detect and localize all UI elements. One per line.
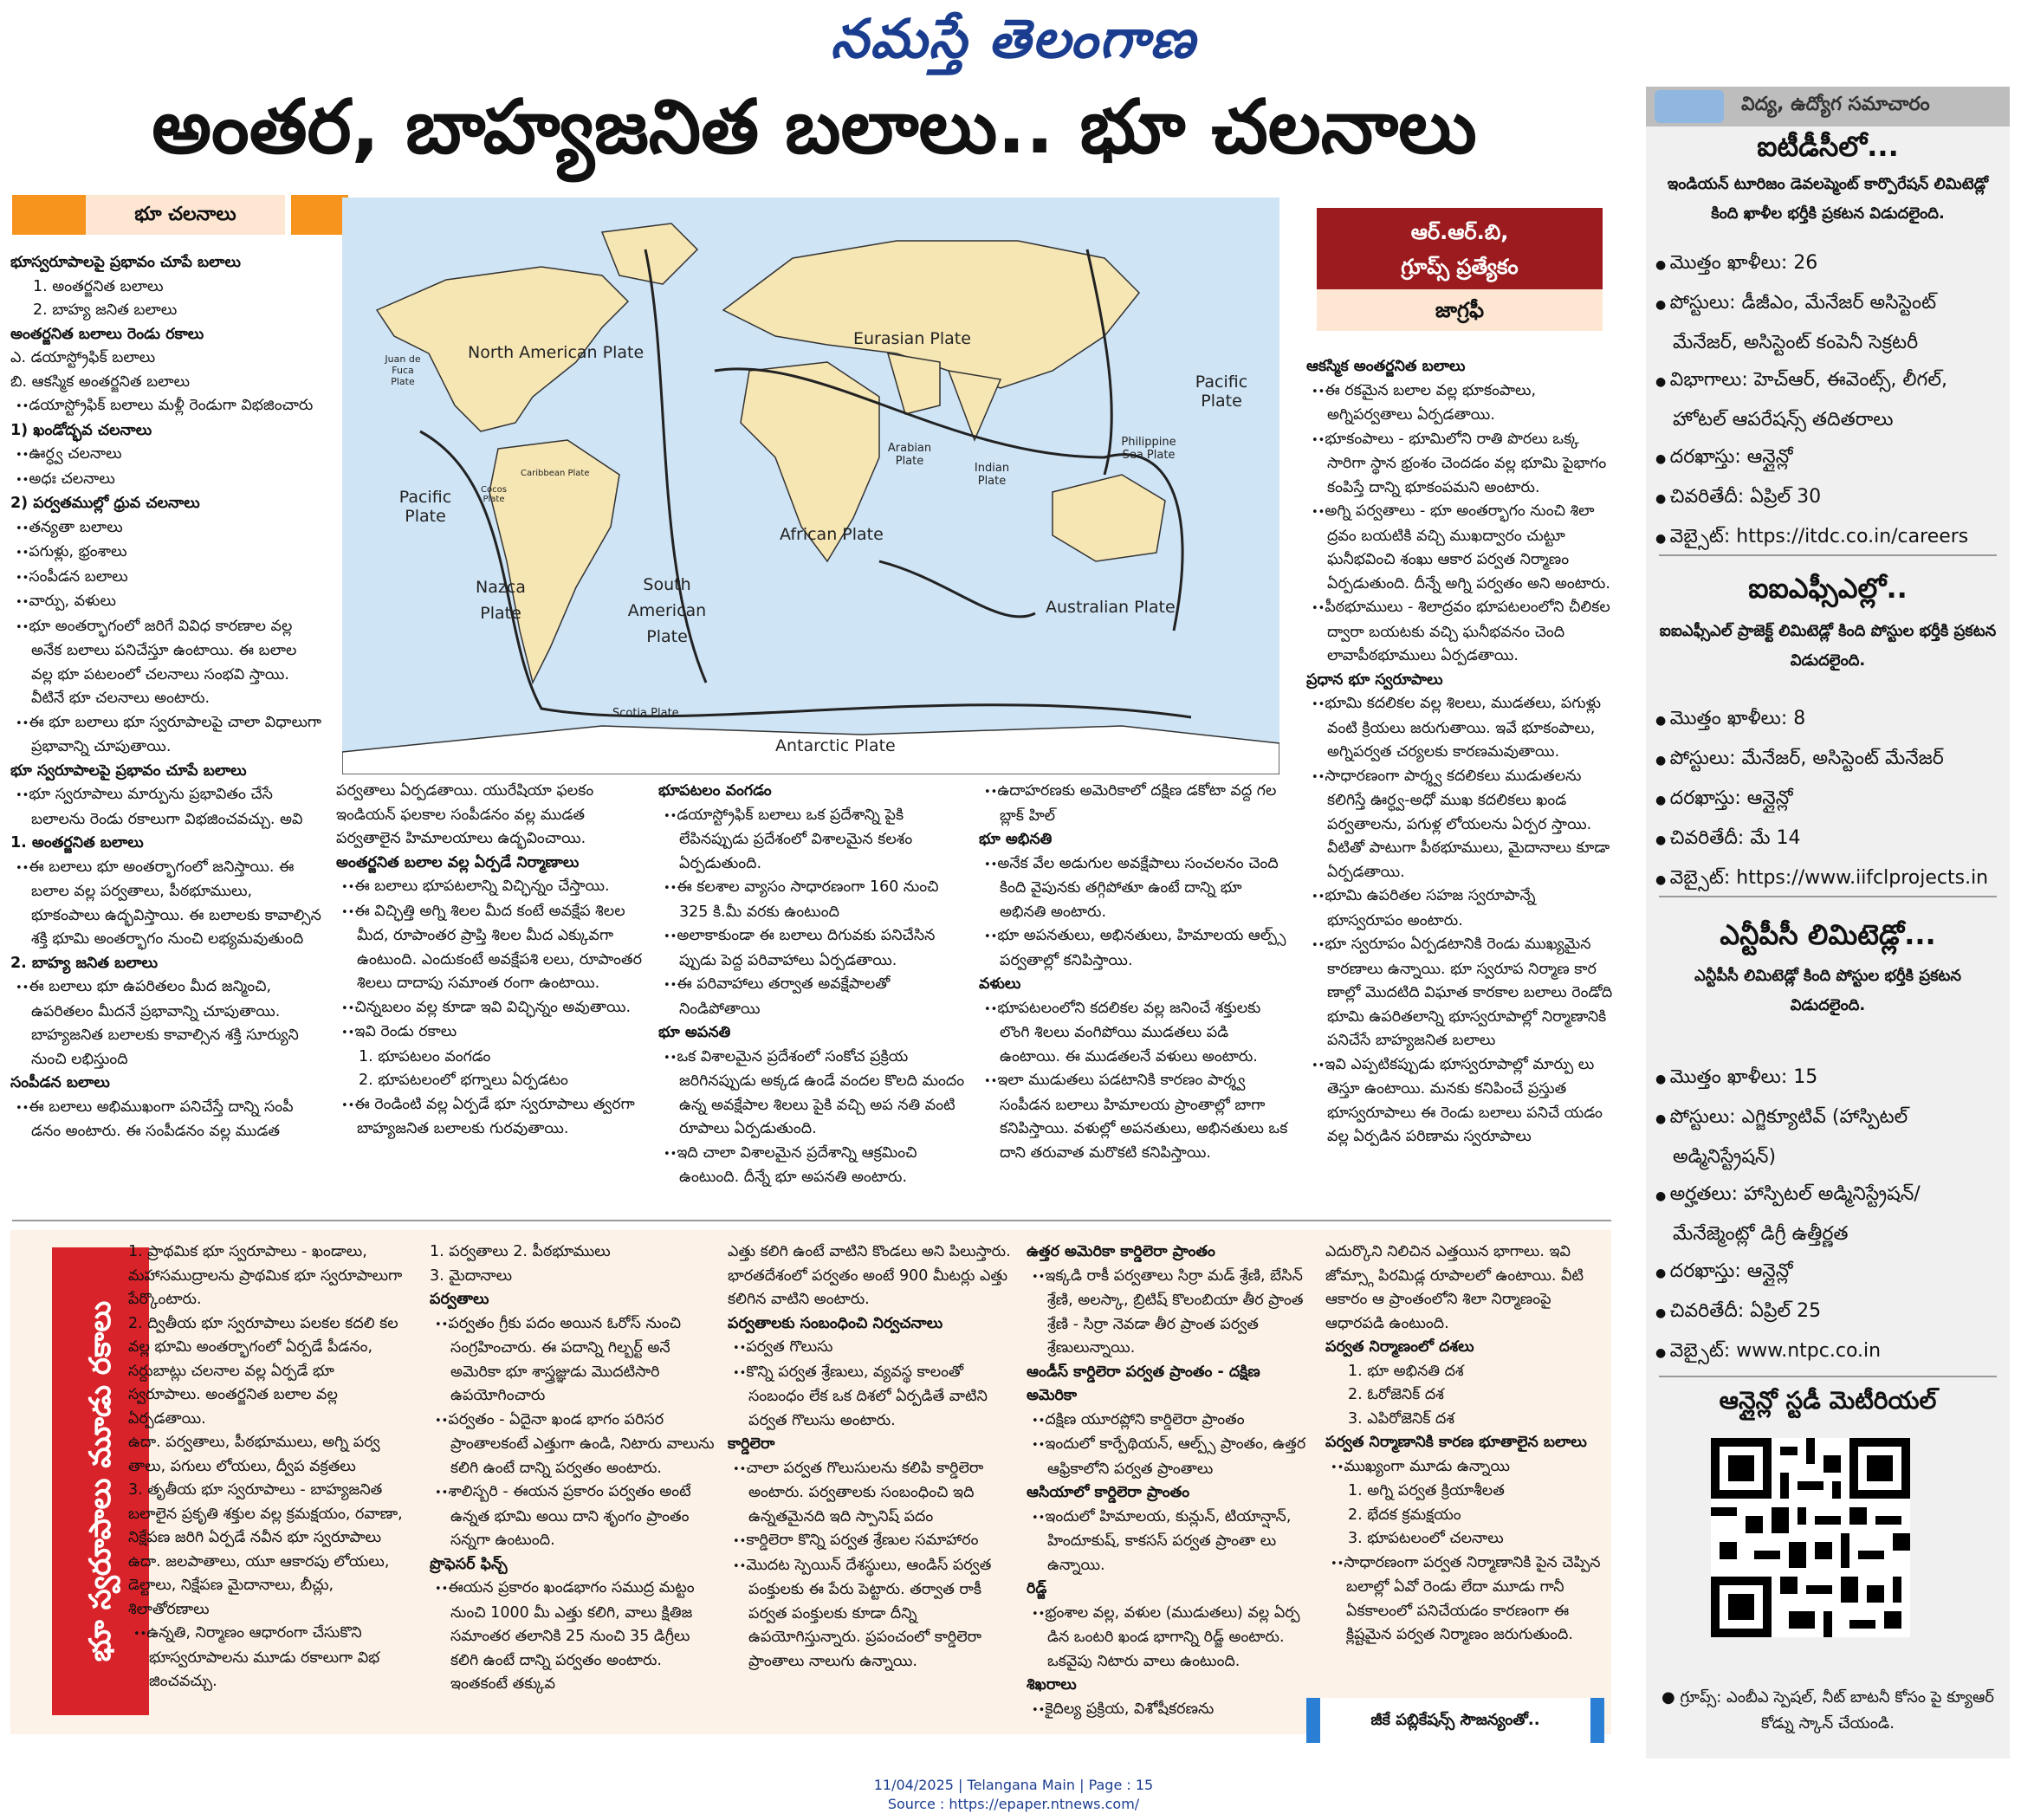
paragraph: 1. అగ్ని పర్వత క్రియాశీలత (1348, 1482, 1505, 1499)
paragraph: •• భూపటలంలోని కదలికల వల్ల జనించే శక్తులకు లొంగి శిలలు వంగిపోయి ముడతలు పడి ఉంటాయి. ఈ ముడతలనే వళులు అంటారు. (979, 997, 1291, 1070)
subheading: పర్వతాలకు సంబంధించి నిర్వచనాలు (728, 1314, 943, 1332)
rrb-title (1317, 208, 1603, 289)
job-details-ntpc (1650, 1059, 2005, 1372)
paragraph: •• ఇవి ఎప్పటికప్పుడు భూస్వరూపాల్లో మార్పు లు తెస్తూ ఉంటాయి. మనకు కనిపించే ప్రస్తుత భూస్వరూపాలు ఈ రెండు బలాలు పనిచే యడం వల్ల ఏర్పడిన పరిణామ స్వరూపాలు (1306, 1053, 1614, 1150)
job-detail-item: ● పోస్టులు: డీజీఎం, మేనేజర్ అసిస్టెంట్ మేనేజర్, అసిస్టెంట్ కంపెనీ సెక్రటరీ (1650, 284, 2005, 361)
paragraph: •• ఈ విచ్ఛిత్తి అగ్ని శిలల మీద కంటే అవక్షేప శిలల మీద, రూపాంతర ప్రాప్తి శిలల మీద ఎక్కువగా ఉంటుంది. ఎందుకంటే అవక్షేపశి లలు, రూపాంతర శిలలు దాదాపు సమాంత రంగా ఉంటాయి. (336, 900, 644, 996)
bottom-column-3 (728, 1240, 1014, 1726)
paragraph: ఉదా. జలపాతాలు, యూ ఆకారపు లోయలు, డెల్టాలు, నిక్షేపణ మైదానాలు, బీచ్లు, శిలాతోరణాలు (128, 1552, 390, 1618)
paragraph: •• భూమి కదలికల వల్ల శిలలు, ముడతలు, పగుళ్లు వంటి క్రియలు జరుగుతాయి. ఇవే భూకంపాలు, అగ్నిపర్వత చర్యలకు కారణమవుతాయి. (1306, 692, 1614, 765)
qr-code[interactable] (1711, 1438, 1910, 1637)
paragraph: ఎ. డయాస్ట్రోఫిక్ బలాలు (10, 349, 156, 366)
sidebar-header-label: విద్య, ఉద్యోగ సమాచారం (1741, 94, 1930, 115)
paragraph: •• ఈ భూ బలాలు భూ స్వరూపాలపై చాలా విధాలుగా ప్రభావాన్ని చూపుతాయి. (10, 711, 322, 760)
paragraph: ఉదా. పర్వతాలు, పీఠభూములు, అగ్ని పర్వ తాలు, పగులు లోయలు, ద్వీప వక్రతలు (128, 1434, 380, 1475)
paragraph: బి. ఆకస్మిక అంతర్జనిత బలాలు (10, 372, 191, 391)
section-divider (12, 1220, 1611, 1221)
job-detail-item: ● దరఖాస్తు: ఆన్లైన్లో (1650, 1253, 2005, 1292)
subheading: 1) ఖండోద్భవ చలనాలు (10, 421, 152, 439)
rrb-subject: జాగ్రఫీ (1317, 289, 1603, 331)
bottom-column-4 (1027, 1240, 1312, 1726)
paragraph: •• సాధారణంగా పార్శ్వ కదలికలు ముడుతలను కలిగిస్తే ఊర్ధ్వ-అధో ముఖ కదలికలు ఖండ పర్వతాలను, పగుళ్ల లోయలను ఏర్పర స్తాయి. వీటితో పాటుగా పీఠభూములు, మైదానాలు కూడా ఏర్పడతాయి. (1306, 765, 1614, 885)
paragraph: •• ఈ బలాలు భూ ఉపరితలం మీద జన్మించి, ఉపరితలం మీదనే ప్రభావాన్ని చూపుతాయి. బాహ్యజనిత బలాలకు కావాల్సిన శక్తి సూర్యుని నుంచి లభిస్తుంది (10, 975, 322, 1072)
section-tag (12, 195, 348, 235)
plate-label-arabian: Arabian Plate (887, 442, 932, 468)
plate-label-scotia: Scotia Plate (612, 707, 679, 720)
page-headline: అంతర, బాహ్యజనిత బలాలు.. భూ చలనాలు (152, 84, 1477, 171)
qr-code-graphic (1711, 1438, 1910, 1637)
article-column-3 (658, 780, 966, 1195)
job-title-iifcl: ఐఐఎఫ్సీఎల్లో.. (1748, 572, 1908, 605)
subheading: అంతర్జనిత బలాల వల్ల ఏర్పడే నిర్మాణాలు (336, 853, 580, 871)
sidebar-header (1646, 87, 2010, 126)
subheading: ప్రధాన భూ స్వరూపాలు (1306, 670, 1443, 689)
paragraph: •• అలాకాకుండా ఈ బలాలు దిగువకు పనిచేసిన ప్పుడు పెద్ద పరివాహాలు ఏర్పడతాయి. (658, 924, 966, 973)
job-detail-item: ● మొత్తం ఖాళీలు: 26 (1650, 244, 2005, 284)
bottom-column-2 (430, 1240, 716, 1726)
plate-label-african: African Plate (780, 525, 884, 544)
paragraph: •• డయాస్ట్రోఫిక్ బలాలు మళ్లీ రెండుగా విభజించారు (10, 394, 322, 419)
plate-label-south-american: South American Plate (627, 575, 707, 646)
subheading: భూ స్వరూపాలపై ప్రభావం చూపే బలాలు (10, 761, 247, 780)
paragraph: •• భ్రంశాల వల్ల, వళుల (ముడుతలు) వల్ల ఏర్ప డిన ఒంటరి ఖండ భాగాన్ని రిడ్జ్ అంటారు. ఒకవైపు నిటారు వాలు ఉంటుంది. (1027, 1602, 1312, 1674)
paragraph: 2. ఓరోజెనిక్ దశ (1348, 1386, 1444, 1403)
paragraph: •• భూమి ఉపరితల సహజ స్వరూపాన్నే భూస్వరూపం అంటారు. (1306, 884, 1614, 933)
paragraph: •• భూ అపనతులు, అభినతులు, హిమాలయ ఆల్ప్స్ పర్వతాల్లో కనిపిస్తాయి. (979, 924, 1291, 973)
tag-accent-right (291, 195, 348, 235)
article-column-2 (336, 780, 644, 1195)
paragraph: 1. పర్వతాలు 2. పీఠభూములు (430, 1243, 611, 1260)
paragraph: 1. అంతర్జనిత బలాలు (33, 277, 164, 295)
section-tag-label: భూ చలనాలు (86, 195, 285, 235)
paragraph: 3. ఎపిరోజెనిక్ దశ (1348, 1409, 1454, 1428)
paragraph: •• శాలిస్బరి - ఈయన ప్రకారం పర్వతం అంటే ఉన్నత భూమి అయి దాని శృంగం ప్రాంతం సన్నగా ఉంటుంది. (430, 1480, 716, 1553)
paragraph: •• అనేక వేల అడుగుల అవక్షేపాలు సంచలనం చెంది కింది వైపునకు తగ్గిపోతూ ఉంటే దాన్ని భూ అభినతి అంటారు. (979, 852, 1291, 925)
plate-label-north-american: North American Plate (468, 343, 645, 362)
plate-label-pacific-east: Pacific Plate (1195, 372, 1248, 411)
subheading: అంతర్జనిత బలాలు రెండు రకాలు (10, 325, 204, 343)
sidebar-divider-2 (1659, 896, 1997, 897)
paragraph: •• భూకంపాలు - భూమిలోని రాతి పొరలు ఒక్క సారిగా స్థాన భ్రంశం చెందడం వల్ల భూమి పైభాగం కంపిస్తే దాన్ని భూకంపమని అంటారు. (1306, 428, 1614, 501)
rrb-groups-banner (1317, 208, 1603, 331)
paragraph: •• పగుళ్లు, భ్రంశాలు (10, 541, 322, 566)
paragraph: •• ఊర్ధ్వ చలనాలు (10, 443, 322, 468)
paragraph: •• ఉదాహరణకు అమెరికాలో దక్షిణ డకోటా వద్ద గల బ్లాక్ హిల్ (979, 780, 1291, 828)
paragraph: •• అధః చలనాలు (10, 468, 322, 493)
paragraph: •• కార్డిలెరా కొన్ని పర్వత శ్రేణుల సమాహారం (728, 1529, 1014, 1554)
job-title-itdc: ఐటీడీసీలో... (1757, 130, 1899, 163)
plate-label-indian: Indian Plate (974, 462, 1010, 488)
paragraph: •• ఇందులో కార్పేథియన్, ఆల్ప్స్ ప్రాంతం, ఉత్తర ఆఫ్రికాలోని పర్వత ప్రాంతాలు (1027, 1433, 1312, 1481)
paragraph: •• ఇది చాలా విశాలమైన ప్రదేశాన్ని ఆక్రమించి ఉంటుంది. దీన్నే భూ అపనతి అంటారు. (658, 1142, 966, 1190)
subheading: శిఖరాలు (1027, 1676, 1077, 1694)
publisher-credit: జీకే పబ్లికేషన్స్ సౌజన్యంతో.. (1306, 1698, 1604, 1743)
subheading: ప్రొఫెసర్ ఫిన్చ్ (430, 1555, 508, 1573)
paragraph: •• భూ స్వరూపం ఏర్పడటానికి రెండు ముఖ్యమైన కారణాలు ఉన్నాయి. భూ స్వరూప నిర్మాణ కార ణాల్లో మొదటిది విఘాత కారకాల బలాలు రెండోది భూమి ఉపరితలాన్ని భూస్వరూపాల్లో నిర్మాణానికి పనిచేసే బాహ్యజనిత బలాలు (1306, 933, 1614, 1053)
job-detail-item: ● పోస్టులు: మేనేజర్, అసిస్టెంట్ మేనేజర్ (1650, 740, 2005, 780)
rrb-title-line2: గ్రూప్స్ ప్రత్యేకం (1401, 255, 1519, 279)
job-title-ntpc: ఎన్టీపీసీ లిమిటెడ్లో... (1720, 918, 1936, 951)
paragraph: •• మొదట స్పెయిన్ దేశస్థులు, ఆండిస్ పర్వత పంక్తులకు ఈ పేరు పెట్టారు. తర్వాత రాకీ పర్వత పంక్తులకు కూడా దీన్ని ఉపయోగిస్తున్నారు. ప్రపంచంలో కార్డిలెరా ప్రాంతాలు నాలుగు ఉన్నాయి. (728, 1554, 1014, 1674)
paragraph: •• పీఠభూములు - శిలాద్రవం భూపటలంలోని చీలికల ద్వారా బయటకు వచ్చి ఘనీభవనం చెంది లావాపీఠభూములు ఏర్పడతాయి. (1306, 596, 1614, 669)
masthead-logo: నమస్తే తెలంగాణ (830, 7, 1197, 70)
job-detail-item: ● పోస్టులు: ఎగ్జిక్యూటివ్ (హాస్పిటల్ అడ్మినిస్ట్రేషన్) (1650, 1098, 2005, 1176)
paragraph: 3. భూపటలంలో చలనాలు (1348, 1530, 1504, 1547)
subheading: వళులు (979, 975, 1021, 993)
subheading: పర్వతాలు (430, 1291, 489, 1308)
job-detail-item: ● దరఖాస్తు: ఆన్లైన్లో (1650, 780, 2005, 819)
article-column-5 (1306, 355, 1614, 1200)
tectonic-plates-map (342, 198, 1279, 774)
job-intro-ntpc: ఎన్టీపీసీ లిమిటెడ్లో కింది పోస్టుల భర్తీకి ప్రకటన విడుదలైంది. (1694, 967, 1962, 1014)
subheading: ఆండీస్ కార్డిలెరా పర్వత ప్రాంతం - దక్షిణ అమెరికా (1027, 1363, 1260, 1404)
paragraph: 2. ద్వితీయ భూ స్వరూపాలు పలకల కదలి కల వల్ల భూమి అంతర్భాగంలో ఏర్పడే పీడనం, సర్దుబాట్లు చలనాల వల్ల ఏర్పడే భూ స్వరూపాలు. అంతర్జనిత బలాల వల్ల ఏర్పడతాయి. (128, 1314, 398, 1428)
subheading: భూ అపనతి (658, 1024, 731, 1041)
subheading: ఉత్తర అమెరికా కార్డిలెరా ప్రాంతం (1027, 1243, 1215, 1260)
footer-dateline: 11/04/2025 | Telangana Main | Page : 15 (873, 1777, 1154, 1793)
page-footer (780, 1776, 1247, 1814)
plate-label-antarctic: Antarctic Plate (775, 736, 896, 755)
job-detail-item[interactable]: ● వెబ్సైట్: www.ntpc.co.in (1650, 1332, 2005, 1372)
subheading: 2. బాహ్య జనిత బలాలు (10, 954, 159, 972)
paragraph: •• ఈయన ప్రకారం ఖండభాగం సముద్ర మట్టం నుంచి 1000 మీ ఎత్తు కలిగి, వాలు క్షితిజ సమాంతర తలానికి 25 నుంచి 35 డిగ్రీలు కలిగి ఉంటే దాన్ని పర్వతం అంటారు. ఇంతకంటే తక్కువ (430, 1577, 716, 1697)
job-detail-item: ● విభాగాలు: హెచ్ఆర్, ఈవెంట్స్, లీగల్, హోటల్ ఆపరేషన్స్ తదితరాలు (1650, 361, 2005, 438)
tag-accent-left (12, 195, 86, 235)
paragraph: •• చిన్నబలం వల్ల కూడా ఇవి విచ్ఛిన్నం అవుతాయి. (336, 996, 644, 1021)
paragraph: •• ముఖ్యంగా మూడు ఉన్నాయి (1325, 1455, 1611, 1480)
paragraph: •• కైదిల్య ప్రక్రియ, విశోషీకరణను (1027, 1698, 1312, 1723)
subheading: భూస్వరూపాలపై ప్రభావం చూపే బలాలు (10, 254, 241, 271)
paragraph: •• ఉన్నతి, నిర్మాణం ఆధారంగా చేసుకొని భూస్వరూపాలను మూడు రకాలుగా విభ జించవచ్చు. (128, 1622, 410, 1694)
paragraph: •• ఇలా ముడుతలు పడటానికి కారణం పార్శ్వ సంపీడన బలాలు హిమాలయ ప్రాంతాల్లో బాగా కనిపిస్తాయి. వళుల్లో అపనతులు, అభినతులు ఒక దాని తరువాత మరొకటి కనిపిస్తాయి. (979, 1069, 1291, 1165)
paragraph: •• పర్వత గొలుసు (728, 1336, 1014, 1361)
bottom-column-1 (128, 1240, 410, 1726)
paragraph: •• ఈ పరివాహాలు తర్వాత అవక్షేపాలతో నిండిపోతాయి (658, 973, 966, 1021)
paragraph: •• చాలా పర్వత గొలుసులను కలిపి కార్డిలెరా అంటారు. పర్వతాలకు సంబంధించి ఇది ఉన్నతమైనది ఇది స్పానిష్ పదం (728, 1457, 1014, 1530)
subheading: కార్డిలెరా (728, 1435, 775, 1453)
paragraph: •• పర్వతం గ్రీకు పదం అయిన ఓరోస్ నుంచి సంగ్రహించారు. ఈ పదాన్ని గిల్బర్ట్ అనే అమెరికా భూ శాస్త్రజ్ఞుడు మొదటిసారి ఉపయోగించారు (430, 1312, 716, 1409)
paragraph: •• సంపీడన బలాలు (10, 566, 322, 591)
paragraph: పర్వతాలు ఏర్పడతాయి. యురేషియా ఫలకం ఇండియన్ ఫలకాల సంపీడనం వల్ల ముడత పర్వతాలైన హిమాలయాలు ఉద్భవించాయి. (336, 782, 594, 847)
bottom-column-5 (1325, 1240, 1611, 1691)
plate-label-philippine: Philippine Sea Plate (1121, 436, 1176, 462)
paragraph: ఎత్తు కలిగి ఉంటే వాటిని కొండలు అని పిలుస్తారు. భారతదేశంలో పర్వతం అంటే 900 మీటర్లు ఎత్తు కలిగిన వాటిని అంటారు. (728, 1243, 1011, 1308)
job-details-iifcl (1650, 700, 2005, 899)
paragraph: •• భూ అంతర్భాగంలో జరిగే వివిధ కారణాల వల్ల అనేక బలాలు పనిచేస్తూ ఉంటాయి. ఈ బలాల వల్ల భూ పటలంలో చలనాలు సంభవి స్తాయి. వీటినే భూ చలనాలు అంటారు. (10, 615, 322, 711)
subheading: 1. అంతర్జనిత బలాలు (10, 834, 144, 852)
vertical-title: భూ స్వరూపాలు మూడు రకాలు (83, 1300, 118, 1662)
sidebar-divider-3 (1659, 1376, 1997, 1377)
plate-label-eurasian: Eurasian Plate (853, 329, 971, 348)
subheading: రిడ్జ్ (1027, 1580, 1047, 1597)
article-column-4 (979, 780, 1291, 1195)
job-detail-item: ● చివరితేదీ: ఏప్రిల్ 30 (1650, 478, 2005, 518)
rrb-title-line1: ఆర్.ఆర్.బి, (1410, 220, 1509, 244)
paragraph: •• ఈ బలాలు అభిముఖంగా పనిచేస్తే దాన్ని సంపీ డనం అంటారు. ఈ సంపీడనం వల్ల ముడత (10, 1096, 322, 1144)
subheading: పర్వత నిర్మాణానికి కారణ భూతాలైన బలాలు (1325, 1434, 1587, 1451)
plate-label-australian: Australian Plate (1046, 598, 1176, 617)
paragraph: 2. బాహ్య జనిత బలాలు (33, 301, 178, 319)
paragraph: ఎదుర్కొని నిలిచిన ఎత్తయిన భాగాలు. ఇవి జోమ్స్గా పిరమిడ్ల రూపాలలో ఉంటాయి. వీటి ఆకారం ఆ ప్రాంతంలోని శిలా నిర్మాణంపై ఆధారపడి ఉంటుంది. (1325, 1243, 1584, 1332)
paragraph: •• ఈ బలాలు భూ అంతర్భాగంలో జనిస్తాయి. ఈ బలాల వల్ల పర్వతాలు, పీఠభూములు, భూకంపాలు ఉద్భవిస్తాయి. ఈ బలాలకు కావాల్సిన శక్తి భూమి అంతర్భాగం నుంచి లభ్యమవుతుంది (10, 856, 322, 952)
paragraph: 1. భూపటలం వంగడం (359, 1047, 491, 1065)
paragraph: •• ఇవి రెండు రకాలు (336, 1020, 644, 1046)
subheading: ఆసియాలో కార్డిలెరా ప్రాంతం (1027, 1484, 1190, 1501)
job-detail-item: ● అర్హతలు: హాస్పిటల్ అడ్మినిస్ట్రేషన్/ మేనేజ్మెంట్లో డిగ్రీ ఉత్తీర్ణత (1650, 1176, 2005, 1253)
subheading: 2) పర్వతముల్లో ధ్రువ చలనాలు (10, 495, 200, 512)
job-detail-item: ● చివరితేదీ: ఏప్రిల్ 25 (1650, 1292, 2005, 1332)
job-detail-item[interactable]: ● వెబ్సైట్: https://www.iifclprojects.in (1650, 859, 2005, 899)
paragraph: 2. భేదక క్రమక్షయం (1348, 1506, 1461, 1524)
plate-label-cocos: Cocos Plate (481, 485, 507, 504)
paragraph: •• వార్పు, వళులు (10, 590, 322, 615)
job-details-itdc (1650, 244, 2005, 558)
subheading: ఆకస్మిక అంతర్జనిత బలాలు (1306, 358, 1466, 375)
qr-note: ● గ్రూప్స్: ఎంబీఎ స్పెషల్, నీట్ బాటనీ కోసం పై క్యూఆర్ కోడ్ను స్కాన్ చేయండి. (1661, 1688, 1994, 1733)
job-detail-item: ● దరఖాస్తు: ఆన్లైన్లో (1650, 438, 2005, 478)
plate-label-juan-de-fuca: Juan de Fuca Plate (385, 353, 421, 387)
paragraph: 2. భూపటలంలో భగ్నాలు ఏర్పడటం (359, 1072, 568, 1089)
plate-label-nazca: Nazca Plate (476, 578, 526, 623)
paragraph: 1. భూ అభినతి దశ (1348, 1362, 1464, 1380)
plate-label-pacific-west: Pacific Plate (398, 488, 452, 526)
paragraph: •• అగ్ని పర్వతాలు - భూ అంతర్భాగం నుంచి శిలా ద్రవం బయటికి వచ్చి ముఖద్వారం చుట్టూ ఘనీభవించి శంఖు ఆకార పర్వత నిర్మాణం ఏర్పడుతుంది. దీన్నే అగ్ని పర్వతం అని అంటారు. (1306, 500, 1614, 596)
paragraph: •• ఇక్కడి రాకీ పర్వతాలు సిర్రా మడ్ శ్రేణి, బేసిన్ శ్రేణి, అలస్కా, బ్రిటిష్ కొలంబియా తీర ప్రాంత శ్రేణి - సిర్రా నెవడా తీర ప్రాంత పర్వత శ్రేణులున్నాయి. (1027, 1265, 1312, 1361)
footer-source: Source : https://epaper.ntnews.com/ (887, 1796, 1140, 1812)
paragraph: •• ఇందులో హిమాలయ, కున్లున్, టియాన్షాన్, హిందూకుష్, కాకసస్ పర్వత ప్రాంతా లు ఉన్నాయి. (1027, 1506, 1312, 1578)
job-intro-itdc: ఇండియన్ టూరిజం డెవలప్మెంట్ కార్పొరేషన్ లిమిటెడ్లో కింది ఖాళీల భర్తీకి ప్రకటన విడుదలైంది. (1667, 175, 1989, 223)
paragraph: 3. మైదానాలు (430, 1266, 513, 1285)
subheading: పర్వత నిర్మాణంలో దశలు (1325, 1338, 1474, 1356)
job-intro-iifcl: ఐఐఎఫ్సీఎల్ ప్రాజెక్ట్ లిమిటెడ్లో కింది పోస్టుల భర్తీకి ప్రకటన విడుదలైంది. (1659, 622, 1997, 670)
job-detail-item: ● మొత్తం ఖాళీలు: 8 (1650, 700, 2005, 740)
subheading: భూపటలం వంగడం (658, 782, 772, 800)
job-detail-item: ● చివరితేదీ: మే 14 (1650, 819, 2005, 859)
article-column-1 (10, 251, 322, 1213)
plate-label-caribbean: Caribbean Plate (521, 469, 590, 478)
paragraph: •• సాధారణంగా పర్వత నిర్మాణానికి పైన చెప్పిన బలాల్లో ఏవో రెండు లేదా మూడు గానీ ఏకకాలంలో పనిచేయడం కారణంగా ఈ క్లిష్టమైన పర్వత నిర్మాణం జరుగుతుంది. (1325, 1551, 1611, 1648)
sidebar-logo-icon (1655, 90, 1724, 123)
paragraph: •• ఈ రెండింటి వల్ల ఏర్పడే భూ స్వరూపాలు త్వరగా బాహ్యజనిత బలాలకు గురవుతాయి. (336, 1093, 644, 1142)
paragraph: 1. ప్రాథమిక భూ స్వరూపాలు - ఖండాలు, మహాసముద్రాలను ప్రాథమిక భూ స్వరూపాలుగా పేర్కొంటారు. (128, 1243, 403, 1308)
paragraph: •• తన్యతా బలాలు (10, 516, 322, 541)
job-detail-item: ● మొత్తం ఖాళీలు: 15 (1650, 1059, 2005, 1098)
paragraph: •• దక్షిణ యూరప్లోని కార్డిలెరా ప్రాంతం (1027, 1409, 1312, 1434)
sidebar-divider-1 (1659, 554, 1997, 556)
paragraph: •• ఒక విశాలమైన ప్రదేశంలో సంకోచ ప్రక్రియ జరిగినప్పుడు అక్కడ ఉండే వందల కొలది మందం ఉన్న అవక్షేపాల శిలలు పైకి వచ్చి అప నతి వంటి రూపాలు ఏర్పడుతుంది. (658, 1046, 966, 1142)
paragraph: •• కొన్ని పర్వత శ్రేణులు, వ్యవస్థ కాలంతో సంబంధం లేక ఒక దిశలో ఏర్పడితే వాటిని పర్వత గొలుసు అంటారు. (728, 1361, 1014, 1434)
paragraph: •• పర్వతం - ఏదైనా ఖండ భాగం పరిసర ప్రాంతాలకంటే ఎత్తుగా ఉండి, నిటారు వాలును కలిగి ఉంటే దాన్ని పర్వతం అంటారు. (430, 1409, 716, 1481)
paragraph: •• ఈ కలశాల వ్యాసం సాధారణంగా 160 నుంచి 325 కి.మీ వరకు ఉంటుంది (658, 876, 966, 924)
study-material-title: ఆన్లైన్లో స్టడీ మెటీరియల్ (1719, 1386, 1937, 1415)
paragraph: 3. తృతీయ భూ స్వరూపాలు - బాహ్యజనిత బలాలైన ప్రకృతి శక్తుల వల్ల క్రమక్షయం, రవాణా, నిక్షేపణ జరిగి ఏర్పడే నవీన భూ స్వరూపాలు (128, 1481, 403, 1546)
subheading: సంపీడన బలాలు (10, 1074, 110, 1091)
paragraph: •• ఈ రకమైన బలాల వల్ల భూకంపాలు, అగ్నిపర్వతాలు ఏర్పడతాయి. (1306, 379, 1614, 428)
paragraph: •• ఈ బలాలు భూపటలాన్ని విచ్ఛిన్నం చేస్తాయి. (336, 875, 644, 900)
paragraph: •• భూ స్వరూపాలు మార్పును ప్రభావితం చేసే బలాలను రెండు రకాలుగా విభజించవచ్చు. అవి (10, 783, 322, 832)
subheading: భూ అభినతి (979, 831, 1053, 848)
paragraph: •• డయాస్ట్రోఫిక్ బలాలు ఒక ప్రదేశాన్ని పైకి లేపినప్పుడు ప్రదేశంలో విశాలమైన కలశం ఏర్పడుతుంది. (658, 804, 966, 877)
job-detail-item[interactable]: ● వెబ్సైట్: https://itdc.co.in/careers (1650, 518, 2005, 558)
